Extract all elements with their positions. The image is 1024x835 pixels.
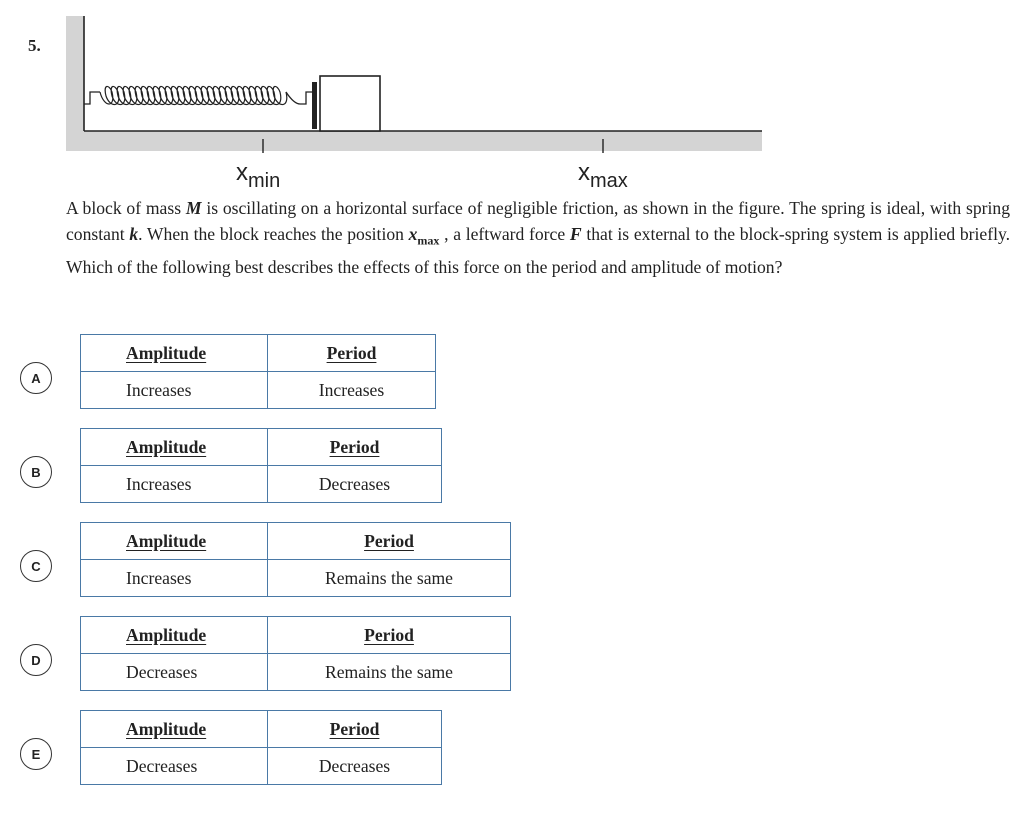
xmax-symbol-sub: max [417, 233, 440, 248]
option-e-letter[interactable]: E [20, 738, 52, 770]
stem-part-5: that is external to the block-spring system is applied briefly. Which of the following best describes the effects of this force on the period and amplitude of motion? [66, 224, 1011, 277]
spring-coil [100, 86, 287, 104]
option-c-amplitude: Increases [81, 560, 268, 597]
option-a-header-row [81, 335, 436, 372]
option-d-value-row [81, 654, 511, 691]
option-d-header-row [81, 617, 511, 654]
wall [66, 16, 84, 151]
option-e-header-period: Period [268, 711, 442, 748]
option-d-table [80, 616, 511, 691]
force-symbol: F [569, 224, 582, 244]
option-c-table [80, 522, 511, 597]
stem-part-2: is oscillating on a horizontal surface of negligible friction, as shown in the figure. The spring is ideal, with spring constant [66, 198, 1010, 244]
option-c-period: Remains the same [268, 560, 511, 597]
option-b-period: Decreases [268, 466, 442, 503]
xmax-x: x [578, 159, 590, 186]
option-a-period: Increases [268, 372, 436, 409]
option-b-header-amplitude: Amplitude [81, 429, 268, 466]
option-a-letter[interactable]: A [20, 362, 52, 394]
xmin-sub: min [248, 170, 281, 192]
spring-block-figure [0, 0, 780, 200]
stem-part-3: . When the block reaches the position [138, 224, 409, 244]
option-b-value-row [81, 466, 442, 503]
option-e-period: Decreases [268, 748, 442, 785]
option-a-value-row [81, 372, 436, 409]
option-c-header-period: Period [268, 523, 511, 560]
k-symbol: k [129, 224, 139, 244]
spring-left-lead [84, 92, 100, 104]
option-b-amplitude: Increases [81, 466, 268, 503]
option-b-header-period: Period [268, 429, 442, 466]
option-a-table [80, 334, 436, 409]
floor [66, 131, 762, 151]
option-a-amplitude: Increases [81, 372, 268, 409]
xmin-label [236, 159, 280, 192]
xmax-label [578, 159, 628, 192]
spring-end-plate [312, 82, 317, 129]
option-a-header-period: Period [268, 335, 436, 372]
question-number: 5. [28, 36, 41, 55]
question-stem [66, 195, 1010, 280]
option-e-table [80, 710, 442, 785]
option-d-header-amplitude: Amplitude [81, 617, 268, 654]
xmin-x: x [236, 159, 248, 186]
option-c-header-amplitude: Amplitude [81, 523, 268, 560]
mass-symbol: M [185, 198, 202, 218]
xmax-symbol [408, 224, 440, 248]
option-e-header-amplitude: Amplitude [81, 711, 268, 748]
option-c-header-row [81, 523, 511, 560]
option-e-header-row [81, 711, 442, 748]
option-e-value-row [81, 748, 442, 785]
xmax-symbol-x: x [408, 224, 418, 244]
option-b-letter[interactable]: B [20, 456, 52, 488]
option-c-letter[interactable]: C [20, 550, 52, 582]
xmax-sub: max [590, 170, 628, 192]
option-a-header-amplitude: Amplitude [81, 335, 268, 372]
option-d-amplitude: Decreases [81, 654, 268, 691]
figure-svg [0, 0, 780, 200]
option-d-letter[interactable]: D [20, 644, 52, 676]
option-d-period: Remains the same [268, 654, 511, 691]
option-e-amplitude: Decreases [81, 748, 268, 785]
option-c-value-row [81, 560, 511, 597]
option-b-table [80, 428, 442, 503]
option-d-header-period: Period [268, 617, 511, 654]
option-b-header-row [81, 429, 442, 466]
spring-right-lead [286, 92, 312, 104]
block [320, 76, 380, 131]
stem-part-4: , a leftward force [439, 224, 570, 244]
stem-part-1: A block of mass [66, 198, 186, 218]
